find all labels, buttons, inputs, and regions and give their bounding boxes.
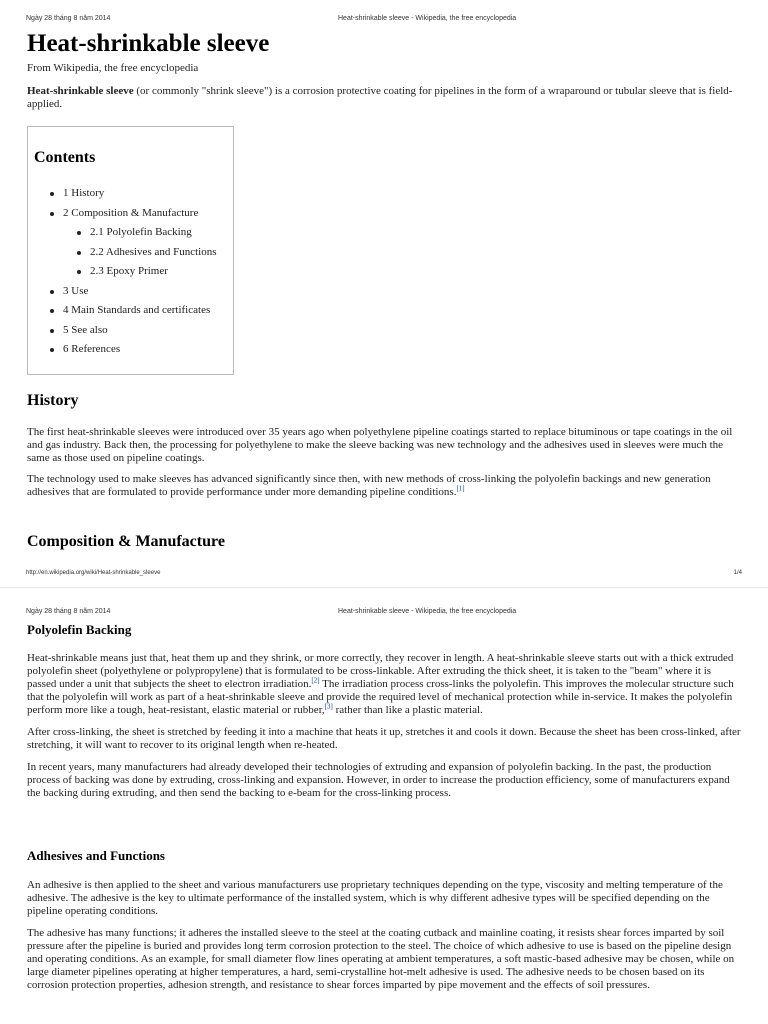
adhesives-paragraph-1: An adhesive is then applied to the sheet and various manufacturers use proprietary techniques depending on the type, viscosity and melting temperature of the adhesive. The adhesive is the key to ultimate performance of the installed system, which is why different adhesive types will be specified depending on the pipeline operating conditions. xyxy=(27,879,723,917)
toc-item-use[interactable] xyxy=(28,282,233,302)
composition-heading: Composition & Manufacture xyxy=(27,533,225,550)
toc-item-adhesives[interactable] xyxy=(63,243,233,263)
toc-list xyxy=(28,184,233,360)
bullet-icon xyxy=(50,309,54,313)
polyolefin-p1-text-c: rather than like a plastic material. xyxy=(332,704,483,716)
history-paragraph-2 xyxy=(27,473,741,499)
polyolefin-p1-text-a: Heat-shrinkable means just that, heat them up and they shrink, or more correctly, they recover in length. A heat-shrinkable sleeve starts out with a thick extruded polyolefin sheet (polyethylene or polypropylene) that is formulated to be cross-linkable. After extruding the thick sheet, it is taken to the "beam" where it is passed under a unit that subjects the sheet to electron irradiation. xyxy=(27,652,734,690)
polyolefin-heading: Polyolefin Backing xyxy=(27,622,132,637)
toc-item-label: 2 Composition & Manufacture xyxy=(63,206,199,219)
polyolefin-paragraph-1 xyxy=(27,652,741,717)
bullet-icon xyxy=(77,231,81,235)
toc-item-see-also[interactable] xyxy=(28,321,233,341)
running-header xyxy=(0,608,768,620)
adhesives-section xyxy=(27,848,741,992)
toc-item-label: 1 History xyxy=(63,187,105,199)
reference-link-3[interactable]: [3] xyxy=(324,702,333,711)
table-of-contents xyxy=(27,126,234,375)
reference-link-2[interactable]: [2] xyxy=(311,676,320,685)
polyolefin-p1-text-b: The irradiation process cross-links the polyolefin. This improves the molecular structure such that the polyolefin will work as part of a heat-shrinkable sleeve and provide the required level of mechanical protection while in-service. It makes the polyolefin perform more like a tough, heat-resistant, elastic material or rubber, xyxy=(27,678,734,716)
header-title: Heat-shrinkable sleeve - Wikipedia, the free encyclopedia xyxy=(338,15,517,22)
toc-heading: Contents xyxy=(34,149,96,166)
polyolefin-section xyxy=(27,622,741,800)
lead-bold-term: Heat-shrinkable sleeve xyxy=(27,85,134,97)
toc-item-label: 3 Use xyxy=(63,284,89,297)
toc-item-label: 6 References xyxy=(63,343,121,355)
pdf-page-2 xyxy=(0,588,768,1024)
history-heading: History xyxy=(27,392,79,409)
toc-item-references[interactable] xyxy=(28,340,233,360)
polyolefin-paragraph-2: After cross-linking, the sheet is stretched by feeding it into a machine that heats it up, stretches it and cools it down. Because the sheet has been cross-linked, after stretching, it will want to recover to its original length when re-heated. xyxy=(27,726,741,751)
page-title: Heat-shrinkable sleeve xyxy=(27,30,270,57)
toc-item-label: 4 Main Standards and certificates xyxy=(63,304,211,316)
page-footer xyxy=(0,570,768,580)
footer-url: http://en.wikipedia.org/wiki/Heat-shrinkable_sleeve xyxy=(26,570,161,576)
header-date: Ngày 28 tháng 8 năm 2014 xyxy=(26,608,111,615)
toc-item-composition[interactable] xyxy=(28,204,233,282)
header-title: Heat-shrinkable sleeve - Wikipedia, the free encyclopedia xyxy=(338,608,517,615)
bullet-icon xyxy=(50,192,54,196)
article-header xyxy=(27,29,741,111)
history-paragraph-1: The first heat-shrinkable sleeves were introduced over 35 years ago when polyethylene pipeline coatings started to replace bituminous or tape coatings in the oil and gas industry. Back then, the processing for polyethylene to make the sleeve backing was new technology and the adhesives used in sleeves were much the same as those used on pipeline coatings. xyxy=(27,426,733,464)
bullet-icon xyxy=(50,348,54,352)
history-paragraph-2-text: The technology used to make sleeves has advanced significantly since then, with new methods of cross-linking the polyolefin backings and new generation adhesives that are formulated to provide performance under more demanding pipeline conditions. xyxy=(27,473,711,498)
toc-item-standards[interactable] xyxy=(28,301,233,321)
toc-item-history[interactable] xyxy=(28,184,233,204)
lead-paragraph xyxy=(27,85,741,111)
running-header xyxy=(0,15,768,27)
toc-sublist xyxy=(63,223,233,282)
tagline: From Wikipedia, the free encyclopedia xyxy=(27,62,199,74)
adhesives-heading: Adhesives and Functions xyxy=(27,848,165,863)
polyolefin-paragraph-3: In recent years, many manufacturers had already developed their technologies of extruding and expansion of polyolefin backing. In the past, the production process of backing was done by extruding, cross-linking and expansion. However, in order to increase the production efficiency, some of manufacturers expand the backing during extruding, and then send the backing to e-beam for the cross-linking process. xyxy=(27,761,730,799)
bullet-icon xyxy=(50,212,54,216)
footer-page-number: 1/4 xyxy=(733,570,742,576)
toc-item-label: 2.1 Polyolefin Backing xyxy=(90,226,192,238)
toc-item-label: 2.2 Adhesives and Functions xyxy=(90,245,217,258)
toc-item-label: 5 See also xyxy=(63,323,108,336)
bullet-icon xyxy=(50,290,54,294)
bullet-icon xyxy=(77,251,81,255)
composition-section xyxy=(27,533,741,551)
lead-text: (or commonly "shrink sleeve") is a corrosion protective coating for pipelines in the form of a wraparound or tubular sleeve that is field-applied. xyxy=(27,85,733,110)
reference-link-1[interactable]: [1] xyxy=(456,484,465,493)
header-date: Ngày 28 tháng 8 năm 2014 xyxy=(26,15,111,22)
toc-item-epoxy[interactable] xyxy=(63,262,233,282)
bullet-icon xyxy=(77,270,81,274)
adhesives-paragraph-2: The adhesive has many functions; it adheres the installed sleeve to the steel at the coating cutback and mainline coating, it resists shear forces imparted by soil pressure after the pipeline is buried and provides long term corrosion protection to the steel. The choice of which adhesive to use is based on the pipeline design and operating conditions. As an example, for small diameter flow lines operating at ambient temperatures, a soft mastic-based adhesive may be chosen, while on large diameter pipelines operating at higher temperatures, a hard, semi-crystalline hot-melt adhesive is used. The adhesive needs to be chosen based on its corrosion protection properties, adhesion strength, and resistance to shear forces imparted by pipe movement and the effects of soil pressures. xyxy=(27,927,735,991)
history-section xyxy=(27,392,741,499)
toc-item-label: 2.3 Epoxy Primer xyxy=(90,265,168,277)
bullet-icon xyxy=(50,329,54,333)
toc-item-polyolefin[interactable] xyxy=(63,223,233,243)
